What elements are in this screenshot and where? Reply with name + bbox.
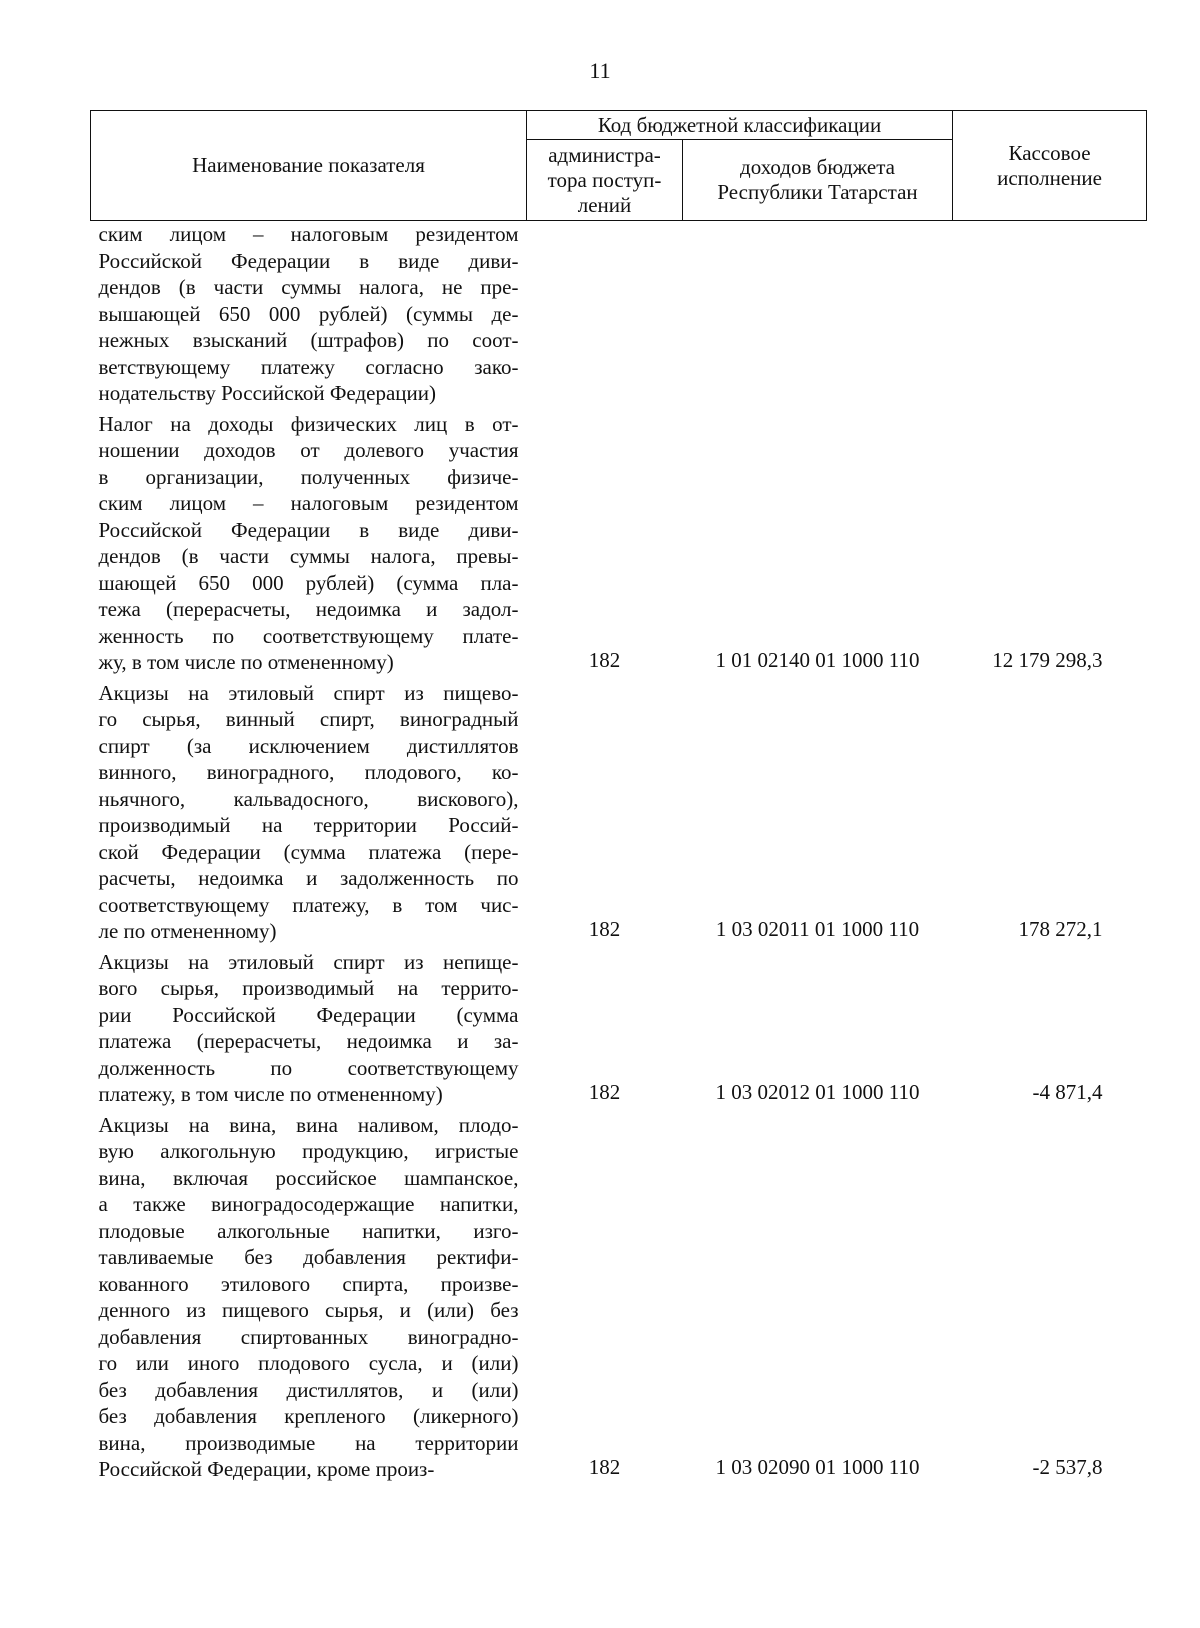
indicator-name-line: рии Российской Федерации (сумма (98, 1002, 519, 1027)
amount-cell: -4 871,4 (1032, 1080, 1103, 1104)
indicator-name-cell (91, 411, 527, 680)
indicator-name-line: а также виноградосодержащие напитки, (98, 1192, 519, 1216)
indicator-name-line: жу, в том числе по отмененному) (98, 650, 394, 674)
indicator-name-cell (91, 949, 527, 1112)
indicator-name-line: Российской Федерации в виде диви- (98, 517, 519, 542)
revenue-code-cell: 1 03 02012 01 1000 110 (715, 1080, 920, 1104)
indicator-name-line: дендов (в части суммы налога, не пре- (98, 275, 519, 299)
table-row (91, 1112, 1147, 1487)
indicator-name-line: вышающей 650 000 рублей) (суммы де- (98, 301, 519, 326)
indicator-name-line: вого сырья, производимый на террито- (98, 976, 519, 1000)
header-amount-line: исполнение (997, 165, 1102, 190)
table-row (91, 949, 1147, 1112)
header-revenue-line: Республики Татарстан (717, 180, 918, 204)
indicator-name-line: Российской Федерации в виде диви- (98, 248, 519, 273)
indicator-name-line: без добавления крепленого (ликерного) (98, 1404, 519, 1428)
indicator-name-line: ле по отмененному) (98, 919, 277, 943)
table-row (91, 411, 1147, 680)
indicator-name-line: го сырья, винный спирт, виноградный (98, 707, 519, 731)
indicator-name-cell (91, 221, 527, 411)
header-admin-line: администра- (548, 142, 661, 167)
indicator-name-line: ньячного, кальвадосного, вискового), (98, 786, 519, 811)
admin-code-cell: 182 (588, 917, 621, 941)
indicator-name-line: вую алкогольную продукцию, игристые (98, 1139, 519, 1163)
table-row (91, 680, 1147, 949)
indicator-name-line: кованного этилового спирта, произве- (98, 1271, 519, 1296)
indicator-name-cell (91, 680, 527, 949)
indicator-name-line: ношении доходов от долевого участия (98, 438, 519, 462)
amount-cell (953, 221, 1147, 411)
indicator-name-line: тавливаемые без добавления ректифи- (98, 1245, 519, 1269)
amount-cell: 178 272,1 (1018, 917, 1103, 941)
header-code-group: Код бюджетной классификации (527, 111, 953, 140)
header-amount-line: Кассовое (1008, 140, 1091, 165)
indicator-name-line: ским лицом – налоговым резидентом (98, 222, 519, 246)
header-admin-line: лений (577, 192, 632, 217)
revenue-code-cell: 1 01 02140 01 1000 110 (715, 648, 920, 672)
indicator-name-line: расчеты, недоимка и задолженность по (98, 866, 519, 890)
admin-code-cell: 182 (588, 1455, 621, 1479)
indicator-name-line: ской Федерации (сумма платежа (пере- (98, 839, 519, 864)
table-body (91, 221, 1147, 1487)
header-name: Наименование показателя (91, 111, 527, 221)
indicator-name-line: тежа (перерасчеты, недоимка и задол- (98, 597, 519, 621)
indicator-name-line: без добавления дистиллятов, и (или) (98, 1377, 519, 1402)
indicator-name-line: женность по соответствующему плате- (98, 623, 519, 648)
indicator-name-line: вина, включая российское шампанское, (98, 1165, 519, 1190)
indicator-name-line: долженность по соответствующему (98, 1055, 519, 1080)
indicator-name-line: плодовые алкогольные напитки, изго- (98, 1218, 519, 1243)
indicator-name-line: платежу, в том числе по отмененному) (98, 1082, 443, 1106)
header-revenue (683, 140, 953, 221)
revenue-code-cell: 1 03 02090 01 1000 110 (715, 1455, 920, 1479)
amount-cell: -2 537,8 (1032, 1455, 1103, 1479)
header-admin (527, 140, 683, 221)
indicator-name-cell (91, 1112, 527, 1487)
indicator-name-line: нодательству Российской Федерации) (98, 381, 437, 405)
indicator-name-line: винного, виноградного, плодового, ко- (98, 760, 519, 784)
indicator-name-line: го или иного плодового сусла, и (или) (98, 1351, 519, 1375)
admin-code-cell: 182 (588, 648, 621, 672)
indicator-name-line: Российской Федерации, кроме произ- (98, 1457, 435, 1481)
indicator-name-line: вина, производимые на территории (98, 1430, 519, 1455)
page-number: 11 (589, 58, 611, 83)
admin-code-cell (527, 221, 683, 411)
indicator-name-line: спирт (за исключением дистиллятов (98, 733, 519, 758)
indicator-name-line: Налог на доходы физических лиц в от- (98, 411, 519, 436)
indicator-name-line: добавления спиртованных виноградно- (98, 1324, 519, 1349)
indicator-name-line: Акцизы на этиловый спирт из пищево- (98, 680, 519, 705)
indicator-name-line: Акцизы на этиловый спирт из непище- (98, 949, 519, 974)
header-revenue-line: доходов бюджета (740, 155, 895, 179)
header-admin-line: тора поступ- (547, 167, 662, 192)
indicator-name-line: ским лицом – налоговым резидентом (98, 491, 519, 515)
amount-cell: 12 179 298,3 (992, 648, 1103, 672)
revenue-code-cell: 1 03 02011 01 1000 110 (715, 917, 920, 941)
indicator-name-line: дендов (в части суммы налога, превы- (98, 544, 519, 568)
indicator-name-line: в организации, полученных физиче- (98, 464, 519, 489)
indicator-name-line: ветствующему платежу согласно зако- (98, 354, 519, 379)
revenue-code-cell (683, 221, 953, 411)
header-amount (953, 111, 1147, 221)
indicator-name-line: денного из пищевого сырья, и (или) без (98, 1298, 519, 1322)
indicator-name-line: платежа (перерасчеты, недоимка и за- (98, 1029, 519, 1053)
budget-table (90, 110, 1147, 1487)
indicator-name-line: производимый на территории Россий- (98, 813, 519, 837)
indicator-name-line: Акцизы на вина, вина наливом, плодо- (98, 1112, 519, 1137)
table-row (91, 221, 1147, 411)
admin-code-cell: 182 (588, 1080, 621, 1104)
indicator-name-line: нежных взысканий (штрафов) по соот- (98, 328, 519, 352)
indicator-name-line: соответствующему платежу, в том чис- (98, 892, 519, 917)
indicator-name-line: шающей 650 000 рублей) (сумма пла- (98, 570, 519, 595)
